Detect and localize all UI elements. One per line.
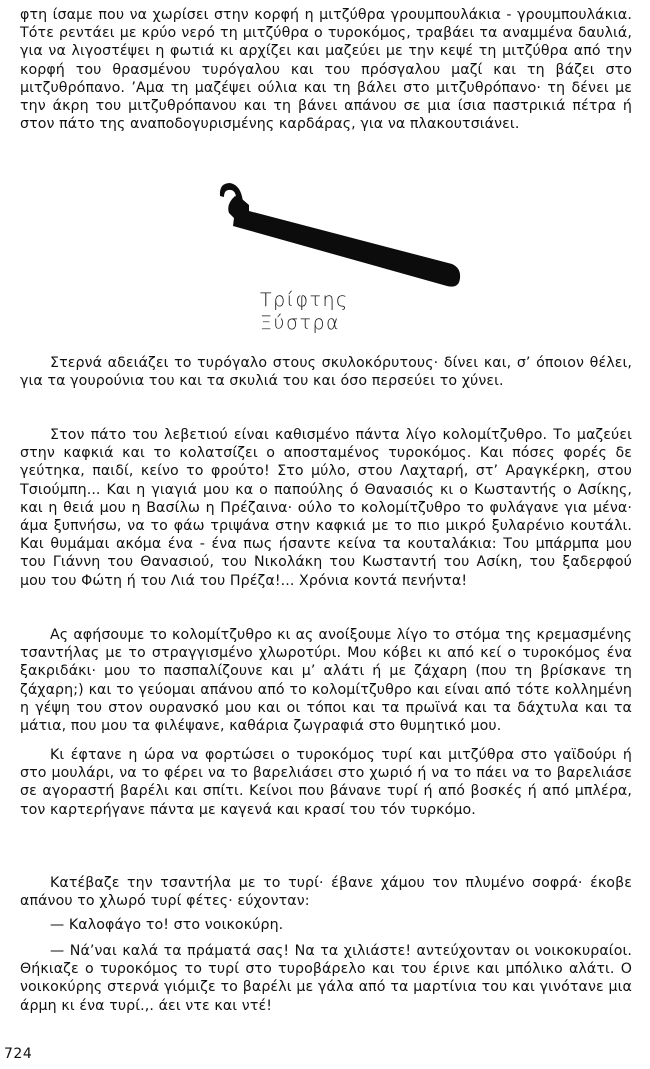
figure-caption-line-1: Τρίφτης [260, 289, 349, 311]
paragraph-dialogue-2: — Νά’ναι καλά τα πράματά σας! Να τα χιλιάστε! αντεύχονταν οι νοικοκυραίοι. Θήκιαζε ο τυροκόμος το τυρί στο τυροβάρελο και του έρινε και μπόλικο αλάτι. Ο νοικοκύρης στερνά γιόμιζε το βαρέλι με γάλα από τα μαρτίνια του και γινότανε μια άρμη κι ένα τυρί.,. άει ντε και ντέ! [20, 943, 632, 1014]
paragraph-slicing: Κατέβαζε την τσαντήλα με το τυρί· έβανε χάμου τον πλυμένο σοφρά· έκοβε απάνου το χλωρό τυρί φέτες· εύχονταν: [20, 875, 632, 910]
page-number: 724 [4, 1046, 33, 1062]
paragraph-kolomitzythro: Στον πάτο του λεβετιού είναι καθισμένο πάντα λίγο κολομίτζυθρο. Το μαζεύει στην καφκιά και το κολατσίζει ο αποσταμένος τυροκόμος. Και πόσες φορές δε γεύτηκα, παιδί, κείνο το φρούτο! Στο μύλο, στου Λαχταρή, στ’ Αραγκέρκη, στου Τσιούμπη... Και η γιαγιά μου κα ο παπούλης ό Θανασιός κι ο Κωσταντής ο Ασίκης, και η θειά μου η Βασίλω η Πρέζαινα· ούλο το κολομίτζυθρο το φυλάγανε για μένα· άμα ξυπνήσω, να το φάω τριψάνα στην καφκιά με το πιο μικρό ξυλαρένιο κουτάλι. Και θυμάμαι ακόμα ένα - ένα πως ήσαντε κείνα τα κουταλάκια: Του μπάρμπα μου του Γιάννη του Θανασιού, του Νικολάκη του Κωσταντή του Ασίκη, του ξαδερφού μου του Φώτη ή του Λιά του Πρέζα!... Χρόνια κοντά πενήντα! [20, 427, 632, 589]
paragraph-whey: Στερνά αδειάζει το τυρόγαλο στους σκυλοκόρυτους· δίνει και, σ’ όποιον θέλει, για τα γουρούνια του και τα σκυλιά του και όσο περσεύει το χύνει. [20, 355, 632, 390]
grater-body [228, 196, 460, 287]
paragraph-tsantila: Ας αφήσουμε το κολομίτζυθρο κι ας ανοίξουμε λίγο το στόμα της κρεμασμένης τσαντήλας με το στραγγισμένο χλωροτύρι. Μου κόβει κι από κεί ο τυροκόμος ένα ξακριδάκι· μου το πασπαλίζουνε και μ’ αλάτι ή με ζάχαρη (που τη βρίσκανε τη ζάχαρη;) και το γεύομαι απάνου από το κολομίτζυθρο και είναι από τότε κολλημένη η γέψη του στον ουρανσκό μου και οι τόποι και τα πρωϊνά και τα δάχτυλα και τα μάτια, που μου τα φιλέψανε, καθάρια ζωγραφιά στο θυμητικό μου. [20, 627, 632, 735]
paragraph-dialogue-1: — Καλοφάγο το! στο νοικοκύρη. [50, 917, 284, 933]
paragraph-cheese-making: φτη ίσαμε που να χωρίσει στην κορφή η μιτζύθρα γρουμπουλάκια - γρουμπουλάκια. Τότε ρεντάει με κρύο νερό τη μιτζύθρα ο τυροκόμος, τραβάει τα αναμμένα δαυλιά, για να λιγοστέψει η φωτιά κι αρχίζει και μαζεύει με την κεψέ τη μιτζύθρα από την κορφή του θρασμένου τυρόγαλου και του πρόσγαλου μαζί και τη βάζει στο μιτζυθρόπανο. ’Αμα τη μαζέψει ούλια και τη βάλει στο μιτζυθρόπανο· τη δένει με την άκρη του μιτζυθρόπανου και τη βάνει απάνου σε μια ίσια παστρικιά πέτρα ή στον πάτο της αναποδογυρισμένης καρδάρας, για να πλακουτσιάνει. [20, 7, 632, 133]
figure-caption-line-2: Ξύστρα [260, 312, 341, 334]
paragraph-loading-cheese: Κι έφτανε η ώρα να φορτώσει ο τυροκόμος τυρί και μιτζύθρα στο γαϊδούρι ή στο μουλάρι, να το φέρει να το βαρελιάσει στο χωριό ή να το πάει να το βαρελιάσε σε αγοραστή βαρέλι και σπίτι. Κείνοι που βάνανε τυρί ή από βοσκές ή από μπλέρα, τον καρτερήγανε πάντα με καγενά και κρασί του τόν τυρκόμο. [20, 747, 632, 818]
figure-grater [0, 0, 650, 360]
